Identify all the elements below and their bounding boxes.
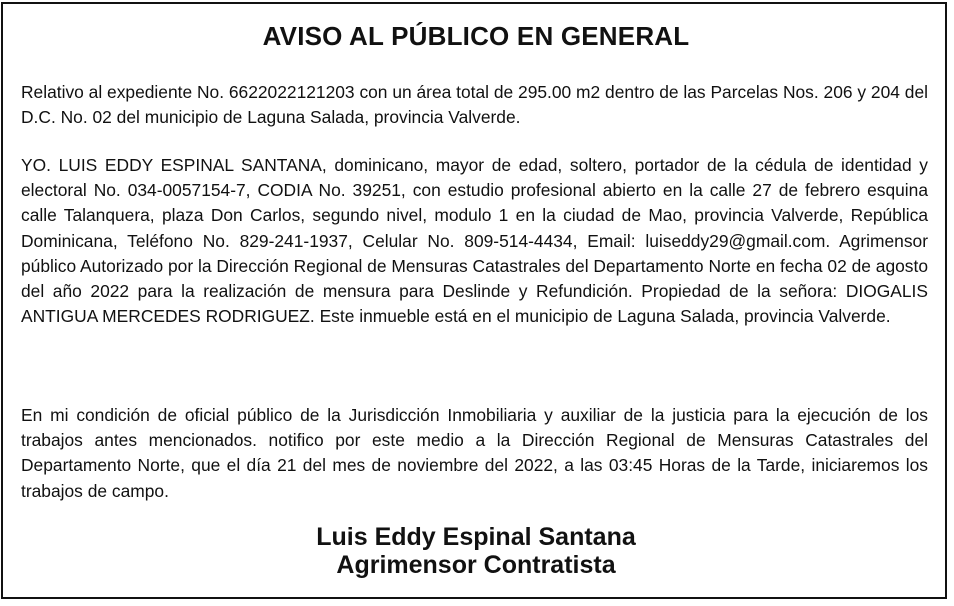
notice-title: AVISO AL PÚBLICO EN GENERAL <box>262 21 690 51</box>
notice-paragraph-file-reference: Relativo al expediente No. 6622022121203 con un área total de 295.00 m2 dentro de las Parcelas Nos. 206 y 204 del D.C. No. 02 del municipio de Laguna Salada, provincia Valverde. <box>21 82 928 128</box>
notice-frame <box>1 2 947 599</box>
notice-paragraph-surveyor-declaration: YO. LUIS EDDY ESPINAL SANTANA, dominicano, mayor de edad, soltero, portador de la cédula de identidad y electoral No. 034-0057154-7, CODIA No. 39251, con estudio profesional abierto en la calle 27 de febrero esquina calle Talanquera, plaza Don Carlos, segundo nivel, modulo 1 en la ciudad de Mao, provincia Valverde, República Dominicana, Teléfono No. 829-241-1937, Celular No. 809-514-4434, Email: luiseddy29@gmail.com. Agrimensor público Autorizado por la Dirección Regional de Mensuras Catastrales del Departamento Norte en fecha 02 de agosto del año 2022 para la realización de mensura para Deslinde y Refundición. Propiedad de la señora: DIOGALIS ANTIGUA MERCEDES RODRIGUEZ. Este inmueble está en el municipio de Laguna Salada, provincia Valverde. <box>21 155 928 327</box>
signature-block <box>3 523 949 579</box>
notice-paragraph-work-notification: En mi condición de oficial público de la Jurisdicción Inmobiliaria y auxiliar de la justicia para la ejecución de los trabajos antes mencionados. notifico por este medio a la Dirección Regional de Mensuras Catastrales del Departamento Norte, que el día 21 del mes de noviembre del 2022, a las 03:45 Horas de la Tarde, iniciaremos los trabajos de campo. <box>21 405 928 501</box>
signature-name: Luis Eddy Espinal Santana <box>316 523 636 551</box>
signature-role: Agrimensor Contratista <box>336 551 616 579</box>
